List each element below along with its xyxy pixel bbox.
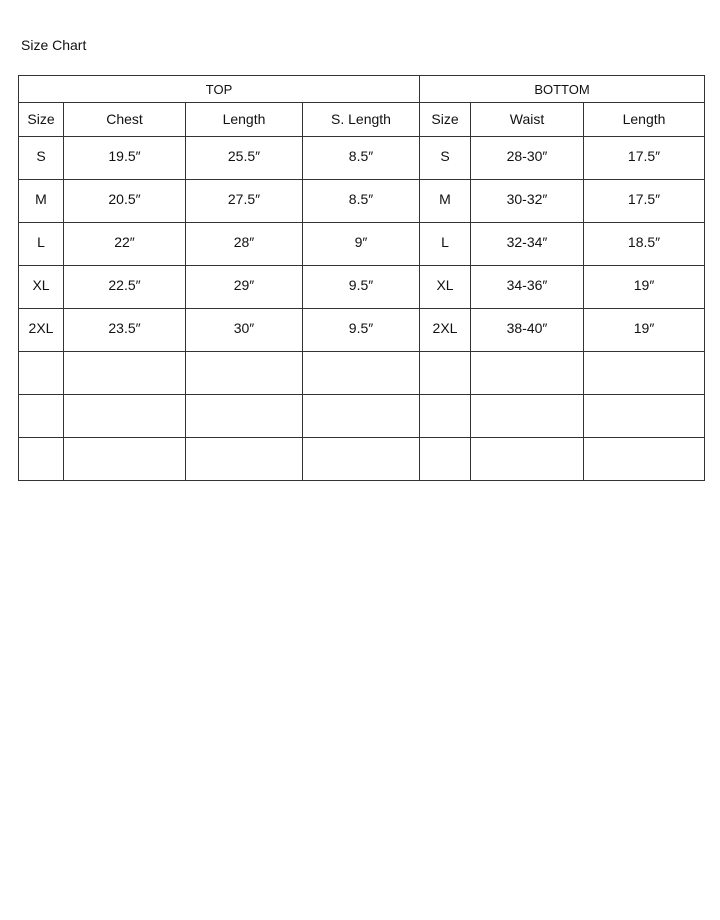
waist-cell: [471, 438, 584, 481]
bottom-length-cell: [584, 438, 705, 481]
waist-cell: 32-34″: [471, 223, 584, 266]
sleeve-length-cell: 9.5″: [303, 309, 420, 352]
top-size-cell: S: [19, 137, 64, 180]
top-size-cell: L: [19, 223, 64, 266]
bottom-size-cell: L: [420, 223, 471, 266]
sleeve-length-cell: 8.5″: [303, 137, 420, 180]
sleeve-length-cell: [303, 438, 420, 481]
chest-cell: 23.5″: [64, 309, 186, 352]
column-header-row: [19, 103, 705, 137]
bottom-size-cell: [420, 352, 471, 395]
chest-cell: [64, 352, 186, 395]
waist-cell: 38-40″: [471, 309, 584, 352]
bottom-length-cell: 19″: [584, 266, 705, 309]
bottom-length-cell: [584, 352, 705, 395]
top-length-cell: [186, 395, 303, 438]
chest-cell: 19.5″: [64, 137, 186, 180]
top-size-cell: [19, 395, 64, 438]
top-length-cell: 27.5″: [186, 180, 303, 223]
top-group-header: TOP: [19, 76, 420, 103]
waist-cell: [471, 352, 584, 395]
sleeve-length-cell: [303, 352, 420, 395]
chest-cell: [64, 438, 186, 481]
bottom-length-cell: 17.5″: [584, 180, 705, 223]
column-header-bottom-length: Length: [584, 103, 705, 137]
bottom-size-cell: [420, 438, 471, 481]
sleeve-length-cell: 9.5″: [303, 266, 420, 309]
top-length-cell: 29″: [186, 266, 303, 309]
waist-cell: 34-36″: [471, 266, 584, 309]
bottom-size-cell: S: [420, 137, 471, 180]
table-row: [19, 438, 705, 481]
table-row: [19, 223, 705, 266]
chest-cell: 20.5″: [64, 180, 186, 223]
column-header-waist: Waist: [471, 103, 584, 137]
sleeve-length-cell: 8.5″: [303, 180, 420, 223]
top-size-cell: 2XL: [19, 309, 64, 352]
column-header-top-size: Size: [19, 103, 64, 137]
bottom-group-header: BOTTOM: [420, 76, 705, 103]
top-size-cell: [19, 352, 64, 395]
bottom-length-cell: 18.5″: [584, 223, 705, 266]
chest-cell: 22″: [64, 223, 186, 266]
table-row: [19, 137, 705, 180]
page-title: Size Chart: [21, 37, 87, 53]
sleeve-length-cell: [303, 395, 420, 438]
bottom-length-cell: 19″: [584, 309, 705, 352]
column-header-top-length: Length: [186, 103, 303, 137]
table-row: [19, 395, 705, 438]
top-length-cell: 28″: [186, 223, 303, 266]
table-row: [19, 266, 705, 309]
chest-cell: [64, 395, 186, 438]
bottom-size-cell: 2XL: [420, 309, 471, 352]
top-length-cell: 30″: [186, 309, 303, 352]
bottom-size-cell: XL: [420, 266, 471, 309]
waist-cell: [471, 395, 584, 438]
bottom-size-cell: [420, 395, 471, 438]
top-length-cell: [186, 352, 303, 395]
waist-cell: 28-30″: [471, 137, 584, 180]
group-header-row: [19, 76, 705, 103]
column-header-chest: Chest: [64, 103, 186, 137]
size-chart-table: [18, 75, 705, 481]
chest-cell: 22.5″: [64, 266, 186, 309]
column-header-sleeve-length: S. Length: [303, 103, 420, 137]
bottom-length-cell: 17.5″: [584, 137, 705, 180]
top-length-cell: 25.5″: [186, 137, 303, 180]
table-row: [19, 180, 705, 223]
column-header-bottom-size: Size: [420, 103, 471, 137]
bottom-size-cell: M: [420, 180, 471, 223]
waist-cell: 30-32″: [471, 180, 584, 223]
top-size-cell: [19, 438, 64, 481]
table-row: [19, 352, 705, 395]
top-size-cell: XL: [19, 266, 64, 309]
bottom-length-cell: [584, 395, 705, 438]
top-size-cell: M: [19, 180, 64, 223]
top-length-cell: [186, 438, 303, 481]
table-row: [19, 309, 705, 352]
sleeve-length-cell: 9″: [303, 223, 420, 266]
